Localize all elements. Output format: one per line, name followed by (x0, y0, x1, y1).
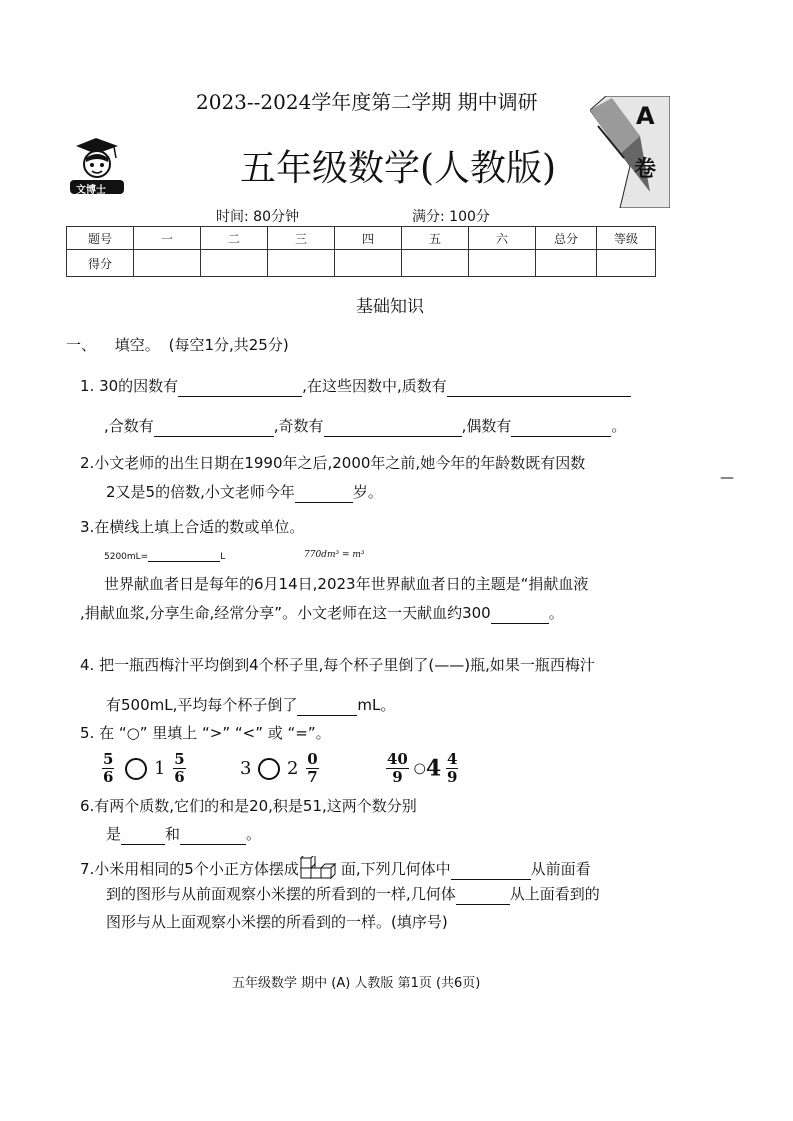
q3-sub-a-right: L (220, 552, 226, 562)
q5a-mixed-fraction: $\frac{5}{6}$ (174, 750, 185, 786)
q1-text: ,奇数有 (273, 417, 324, 435)
q5-comparison-a (102, 752, 186, 785)
question-3-line-1: 3.在横线上填上合适的数或单位。 (80, 518, 305, 536)
q5b-fraction: $\frac{0}{7}$ (307, 750, 318, 786)
header-cell: 六 (469, 227, 536, 250)
q3-sub-a (104, 551, 225, 562)
part1-title: 填空。 (114, 336, 160, 354)
q1-blank-primes[interactable] (447, 380, 631, 397)
question-1-line-2 (104, 415, 626, 437)
q5-comparison-c (386, 752, 458, 785)
q1-blank-factors[interactable] (178, 380, 302, 397)
q7-text: 从上面看到的 (509, 885, 600, 903)
q5b-whole: 2 (287, 758, 299, 779)
q5c-whole: 4 (425, 755, 442, 782)
part1-note: (每空1分,共25分) (168, 336, 289, 354)
header-cell: 题号 (67, 227, 134, 250)
q6-blank-second[interactable] (180, 828, 246, 845)
badge-letter: A (636, 102, 655, 130)
a-paper-badge (590, 96, 670, 208)
question-2-line-2 (106, 481, 383, 503)
logo (66, 134, 128, 196)
q6-text: 。 (246, 825, 262, 843)
question-5-line-1: 5. 在 “○” 里填上 “>” “<” 或 “=”。 (80, 724, 331, 742)
question-6-line-2 (106, 823, 261, 845)
header-cell: 一 (134, 227, 201, 250)
question-7-line-1 (80, 856, 591, 880)
header-cell: 四 (335, 227, 402, 250)
question-4-line-2 (106, 694, 395, 716)
q3-sub-a-left: 5200mL= (104, 552, 149, 562)
cube-arrangement-icon (299, 856, 341, 880)
q7-text: 到的图形与从前面观察小米摆的所看到的一样,几何体 (106, 885, 456, 903)
question-7-line-2 (106, 883, 600, 905)
q6-blank-first[interactable] (121, 828, 165, 845)
q5c-compare-circle[interactable]: ○ (413, 760, 426, 777)
q5b-left: 3 (240, 758, 252, 779)
q1-text: 1. 30的因数有 (80, 377, 179, 395)
q6-text: 和 (165, 825, 181, 843)
header-cell: 三 (268, 227, 335, 250)
q1-text: ,在这些因数中,质数有 (302, 377, 447, 395)
score-table-header-row (67, 227, 656, 250)
q2-text: 2又是5的倍数,小文老师今年 (106, 483, 295, 501)
score-cell[interactable] (134, 250, 201, 277)
q1-text: 。 (611, 417, 627, 435)
page-footer: 五年级数学 期中 (A) 人教版 第1页 (共6页) (232, 976, 481, 991)
header-cell: 二 (201, 227, 268, 250)
score-table (66, 226, 656, 277)
q5-comparison-b (240, 752, 319, 785)
q4-text: mL。 (357, 696, 396, 714)
score-cell[interactable] (335, 250, 402, 277)
q7-blank-top[interactable] (456, 888, 510, 905)
margin-mark: — (720, 470, 734, 486)
q5c-fraction: $\frac{40}{9}$ (387, 750, 408, 786)
q5a-whole: 1 (154, 758, 166, 779)
part1-number: 一、 (66, 336, 97, 354)
score-table-score-row (67, 250, 656, 277)
q2-blank-age[interactable] (295, 486, 353, 503)
row-label: 得分 (67, 250, 134, 277)
logo-text: 文博士 (76, 185, 106, 196)
question-7-line-3: 图形与从上面观察小米摆的所看到的一样。(填序号) (106, 913, 448, 931)
exam-time: 时间: 80分钟 (216, 209, 299, 225)
q7-text: 7.小米用相同的5个小正方体摆成 (80, 860, 299, 878)
full-score: 满分: 100分 (412, 209, 490, 225)
question-2-line-1: 2.小文老师的出生日期在1990年之后,2000年之前,她今年的年龄数既有因数 (80, 454, 586, 472)
q3-blank-unit[interactable] (491, 607, 549, 624)
q4-text: 有500mL,平均每个杯子倒了 (106, 696, 298, 714)
section-title: 基础知识 (356, 297, 424, 317)
score-cell[interactable] (402, 250, 469, 277)
q3-sub-b: 770dm³ = m³ (304, 550, 365, 560)
year-title: 2023--2024学年度第二学期 期中调研 (196, 90, 538, 114)
q5b-compare-circle[interactable] (258, 758, 280, 780)
q3-text: ,捐献血浆,分享生命,经常分享”。小文老师在这一天献血约300 (80, 604, 491, 622)
badge-word: 卷 (634, 156, 657, 182)
question-1-line-1 (80, 375, 631, 397)
score-cell[interactable] (469, 250, 536, 277)
q3-blank-liters[interactable] (148, 551, 220, 562)
score-cell[interactable] (536, 250, 597, 277)
q1-text: ,偶数有 (461, 417, 512, 435)
q4-blank-ml[interactable] (297, 699, 357, 716)
q1-blank-evens[interactable] (511, 420, 611, 437)
badge-graphic (590, 96, 670, 208)
q7-text: 从前面看 (530, 860, 591, 878)
q5a-compare-circle[interactable] (125, 758, 147, 780)
q7-text: 面,下列几何体中 (340, 860, 451, 878)
header-cell: 五 (402, 227, 469, 250)
question-6-line-1: 6.有两个质数,它们的和是20,积是51,这两个数分别 (80, 797, 417, 815)
score-cell[interactable] (597, 250, 656, 277)
score-cell[interactable] (201, 250, 268, 277)
q6-text: 是 (106, 825, 122, 843)
q7-blank-front[interactable] (451, 863, 531, 880)
q1-text: ,合数有 (104, 417, 154, 435)
q3-paragraph-1: 世界献血者日是每年的6月14日,2023年世界献血者日的主题是“捐献血液 (104, 575, 589, 593)
question-4-line-1: 4. 把一瓶西梅汁平均倒到4个杯子里,每个杯子里倒了(——)瓶,如果一瓶西梅汁 (80, 656, 595, 674)
main-title: 五年级数学(人教版) (240, 148, 557, 189)
q5a-fraction: $\frac{5}{6}$ (103, 750, 114, 786)
header-cell: 等级 (597, 227, 656, 250)
part1-heading (66, 334, 289, 356)
q2-text: 岁。 (352, 483, 383, 501)
q1-blank-composites[interactable] (154, 420, 274, 437)
score-cell[interactable] (268, 250, 335, 277)
header-cell: 总分 (536, 227, 597, 250)
q5c-mixed-fraction: $\frac{4}{9}$ (446, 750, 458, 786)
q1-blank-odds[interactable] (324, 420, 462, 437)
q3-text: 。 (548, 604, 564, 622)
q3-paragraph-2 (80, 602, 564, 624)
